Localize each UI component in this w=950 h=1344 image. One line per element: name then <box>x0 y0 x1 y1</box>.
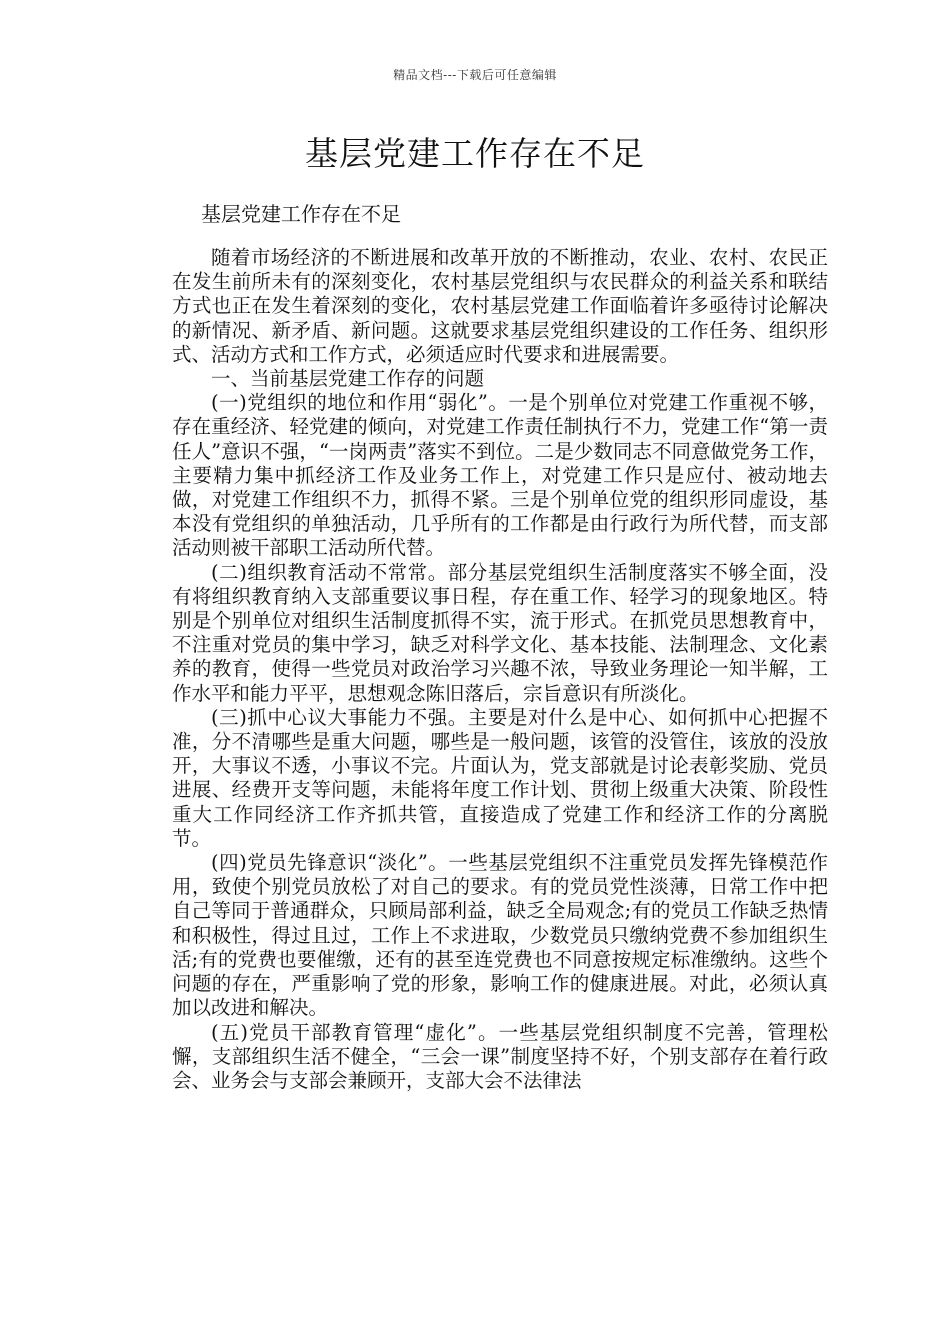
paragraph-item-4: (四)党员先锋意识“淡化”。一些基层党组织不注重党员发挥先锋模范作用，致使个别党员放松了对自己的要求。有的党员党性淡薄，日常工作中把自己等同于普通群众，只顾局部利益，缺乏全局观念;有的党员工作缺乏热情和积极性，得过且过，工作上不求进取，少数党员只缴纳党费不参加组织生活;有的党费也要催缴，还有的甚至连党费也不同意按规定标准缴纳。这些个问题的存在，严重影响了党的形象，影响工作的健康进展。对此，必须认真加以改进和解决。 <box>172 851 828 1020</box>
paragraph-item-2: (二)组织教育活动不常常。部分基层党组织生活制度落实不够全面，没有将组织教育纳入支部重要议事日程，存在重工作、轻学习的现象地区。特别是个别单位对组织生活制度抓得不实，流于形式。在抓党员思想教育中，不注重对党员的集中学习，缺乏对科学文化、基本技能、法制理念、文化素养的教育，使得一些党员对政治学习兴趣不浓，导致业务理论一知半解，工作水平和能力平平，思想观念陈旧落后，宗旨意识有所淡化。 <box>172 560 828 705</box>
document-body <box>172 246 828 1093</box>
document-subtitle: 基层党建工作存在不足 <box>201 202 401 226</box>
paragraph-item-5: (五)党员干部教育管理“虚化”。一些基层党组织制度不完善，管理松懈，支部组织生活不健全，“三会一课”制度坚持不好，个别支部存在着行政会、业务会与支部会兼顾开，支部大会不法律法 <box>172 1020 828 1092</box>
paragraph-item-1: (一)党组织的地位和作用“弱化”。一是个别单位对党建工作重视不够，存在重经济、轻党建的倾向，对党建工作责任制执行不力，党建工作“第一责任人”意识不强，“一岗两责”落实不到位。二是少数同志不同意做党务工作，主要精力集中抓经济工作及业务工作上，对党建工作只是应付、被动地去做，对党建工作组织不力，抓得不紧。三是个别单位党的组织形同虚设，基本没有党组织的单独活动，几乎所有的工作都是由行政行为所代替，而支部活动则被干部职工活动所代替。 <box>172 391 828 560</box>
intro-paragraph: 随着市场经济的不断进展和改革开放的不断推动，农业、农村、农民正在发生前所未有的深刻变化，农村基层党组织与农民群众的利益关系和联结方式也正在发生着深刻的变化，农村基层党建工作面临着许多亟待讨论解决的新情况、新矛盾、新问题。这就要求基层党组织建设的工作任务、组织形式、活动方式和工作方式，必须适应时代要求和进展需要。 <box>172 246 828 366</box>
section-heading: 一、当前基层党建工作存的问题 <box>211 367 485 391</box>
document-title: 基层党建工作存在不足 <box>305 134 645 173</box>
paragraph-item-3: (三)抓中心议大事能力不强。主要是对什么是中心、如何抓中心把握不准，分不清哪些是重大问题，哪些是一般问题，该管的没管住，该放的没放开，大事议不透，小事议不完。片面认为，党支部就是讨论表彰奖励、党员进展、经费开支等问题，未能将年度工作计划、贯彻上级重大决策、阶段性重大工作同经济工作齐抓共管，直接造成了党建工作和经济工作的分离脱节。 <box>172 705 828 850</box>
page-header-note: 精品文档---下载后可任意编辑 <box>393 68 557 82</box>
